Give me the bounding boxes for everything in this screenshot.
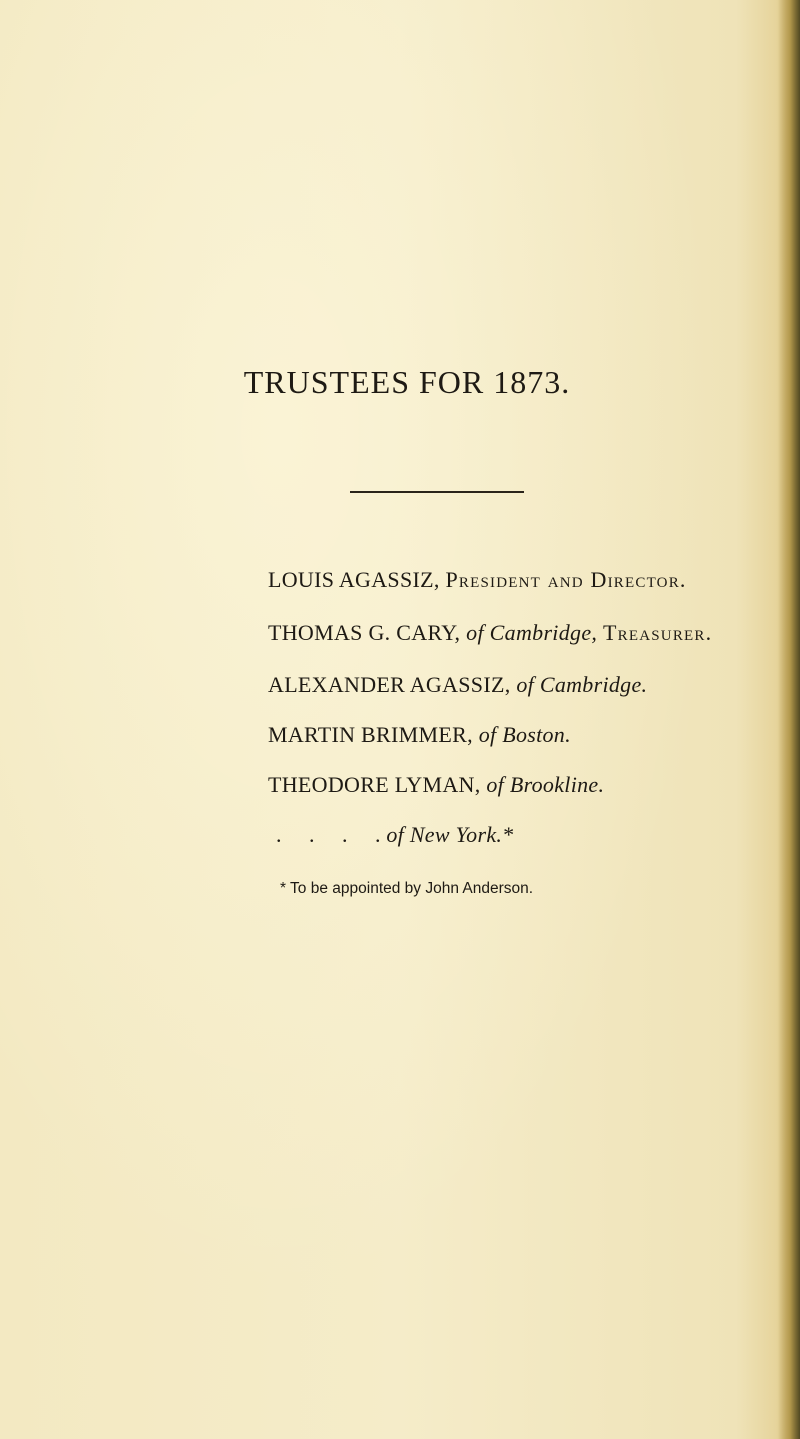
trustee-name: MARTIN BRIMMER, <box>268 722 473 747</box>
page-edge-shadow <box>778 0 800 1439</box>
trustee-name: ALEXANDER AGASSIZ, <box>268 672 511 697</box>
trustee-name: LOUIS AGASSIZ, <box>268 567 440 592</box>
trustee-residence: of Brookline. <box>486 772 605 797</box>
trustee-entry <box>268 770 604 800</box>
page-title: TRUSTEES FOR 1873. <box>243 364 571 400</box>
trustee-residence: of New York.* <box>386 822 514 847</box>
trustee-name: THOMAS G. CARY, <box>268 620 461 645</box>
trustee-entry <box>276 820 513 850</box>
title-rule <box>350 491 524 493</box>
trustee-residence: of Cambridge, <box>466 620 598 645</box>
trustee-residence: of Boston. <box>478 722 571 747</box>
trustee-name-placeholder: . . . . <box>276 822 381 847</box>
trustee-office: President and Director. <box>445 567 687 592</box>
trustee-residence: of Cambridge. <box>516 672 648 697</box>
trustee-entry <box>268 565 687 595</box>
trustee-entry <box>268 720 571 750</box>
trustee-entry <box>268 618 712 648</box>
trustee-name: THEODORE LYMAN, <box>268 772 481 797</box>
trustee-office: Treasurer. <box>603 620 713 645</box>
trustee-entry <box>268 670 647 700</box>
footnote: * To be appointed by John Anderson. <box>280 880 534 897</box>
